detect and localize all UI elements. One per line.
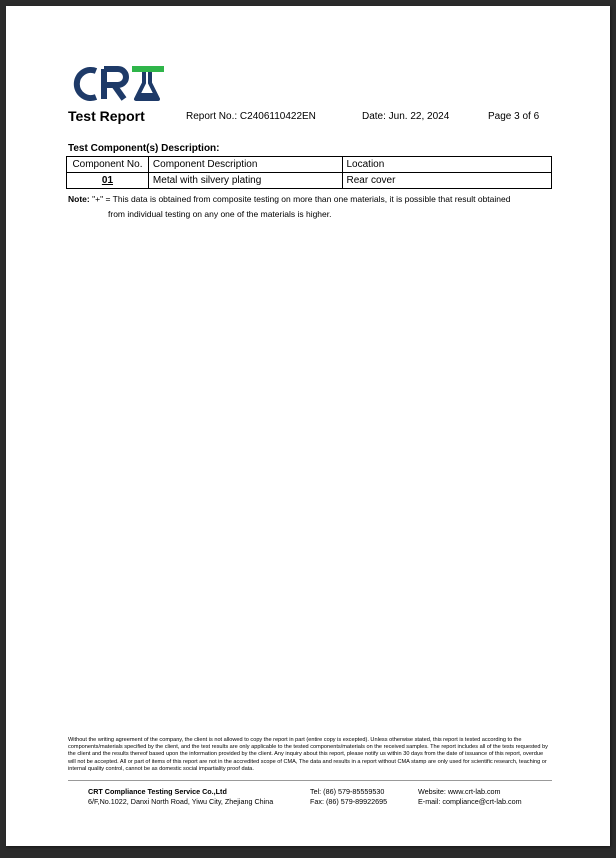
- header-component-no: Component No.: [67, 157, 149, 173]
- component-table: [66, 156, 552, 189]
- note-line-2: from individual testing on any one of the materials is higher.: [108, 209, 332, 219]
- note-line-1: [68, 192, 552, 207]
- company-name: CRT Compliance Testing Service Co.,Ltd: [88, 787, 227, 796]
- report-number: Report No.: C2406110422EN: [186, 111, 316, 122]
- report-title: Test Report: [68, 108, 145, 124]
- header-component-description: Component Description: [148, 157, 342, 173]
- note-label: Note:: [68, 194, 90, 204]
- footer-web-col: [418, 787, 522, 807]
- table-header-row: [67, 157, 552, 173]
- header-location: Location: [342, 157, 552, 173]
- location-cell: Rear cover: [342, 173, 552, 189]
- fax: Fax: (86) 579-89922695: [310, 797, 388, 806]
- report-header: [68, 108, 548, 128]
- component-description-cell: Metal with silvery plating: [148, 173, 342, 189]
- footer-phone-col: [310, 787, 387, 807]
- section-title: Test Component(s) Description:: [68, 143, 220, 154]
- table-row: [67, 173, 552, 189]
- page-indicator: Page 3 of 6: [488, 111, 540, 122]
- component-no-link[interactable]: 01: [101, 175, 114, 186]
- crt-logo: [66, 61, 186, 111]
- footer-company-col: [88, 787, 273, 807]
- note-text-1: "+" = This data is obtained from composite testing on more than one materials, it is possible that result obtained: [89, 194, 511, 204]
- note: [68, 192, 552, 222]
- disclaimer: Without the writing agreement of the company, the client is not allowed to copy the report in part (entire copy is excepted). Unless otherwise stated, this report is tested according to the components/materials specified by the client, and the test results are only applicable to the tested components/materials on the received samples. The report includes all of the tests requested by the client and the results thereof based upon the information provided by the client. Any inquiry about this report, please notify us within 30 days from the date of issuance of this report, overdue will not be accepted. All or part of items of this report are not in the accredited scope of CMA, The data and results in a report without CMA stamp are only used for scientific research, teaching or internal quality control, cannot be as domestic social impartiality proof data.: [68, 737, 548, 772]
- footer-divider: [68, 780, 552, 781]
- website-link[interactable]: Website: www.crt-lab.com: [418, 787, 501, 796]
- component-no-cell: [67, 173, 149, 189]
- company-address: 6/F,No.1022, Danxi North Road, Yiwu City, Zhejiang China: [88, 797, 274, 806]
- email-link[interactable]: E-mail: compliance@crt-lab.com: [418, 797, 522, 806]
- report-date: Date: Jun. 22, 2024: [362, 111, 450, 122]
- report-page: [6, 6, 610, 846]
- tel: Tel: (86) 579-85559530: [310, 787, 385, 796]
